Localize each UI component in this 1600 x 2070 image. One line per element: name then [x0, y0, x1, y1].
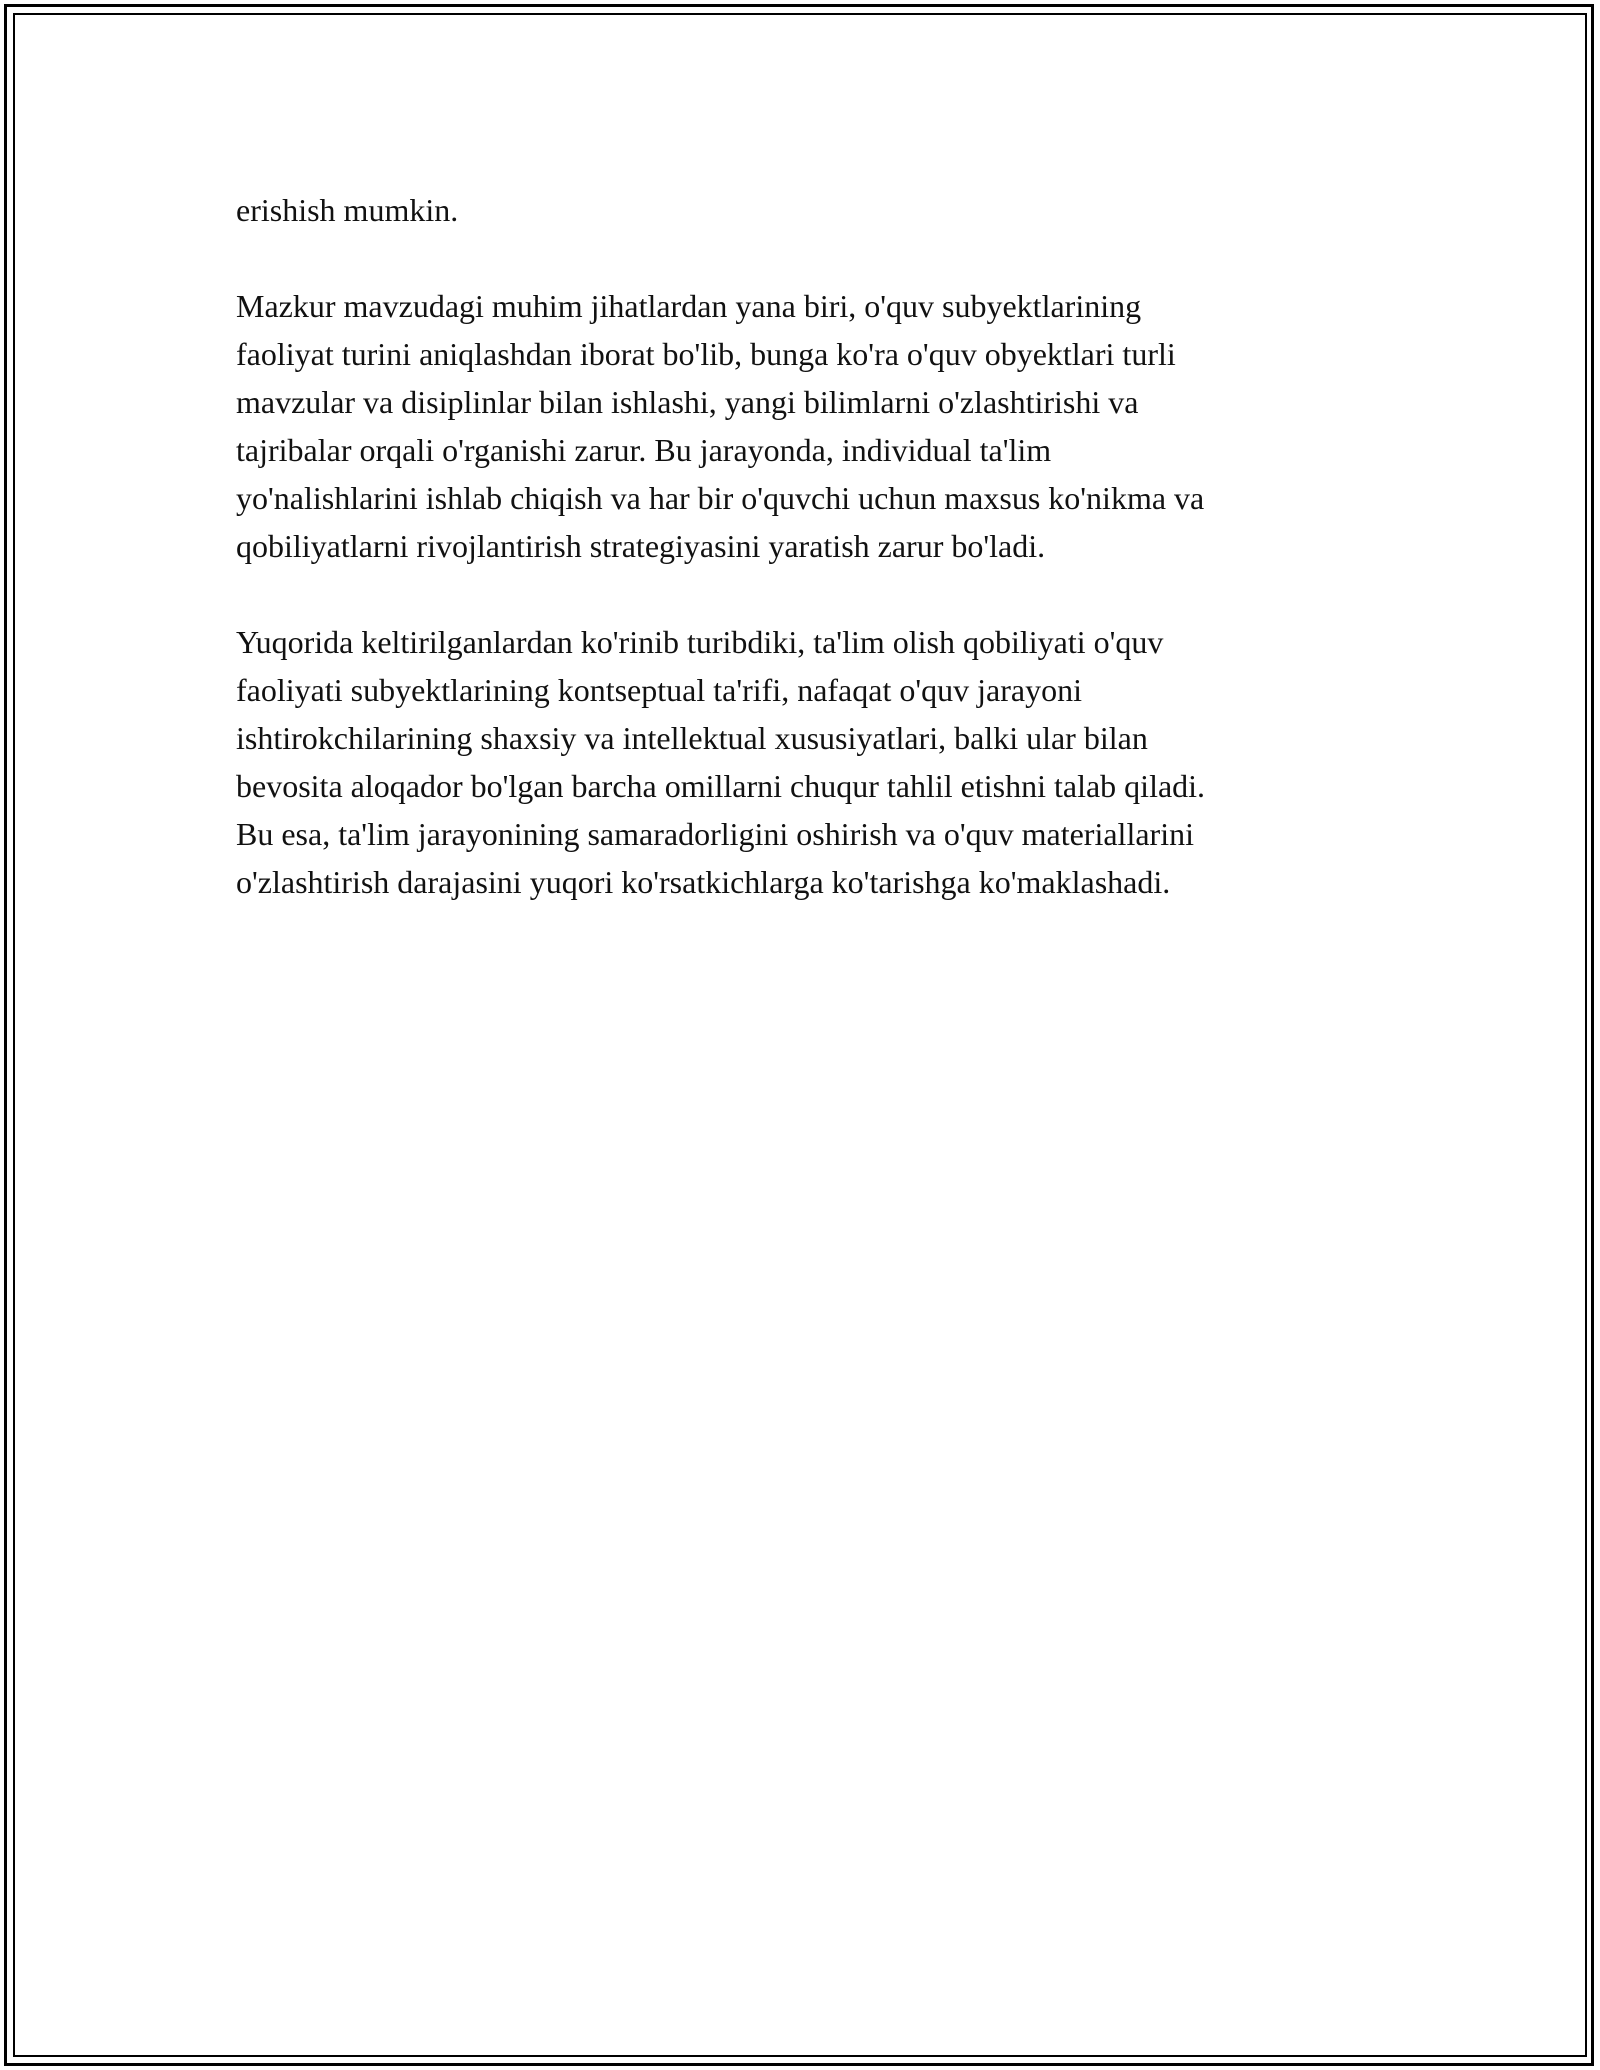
document-body	[236, 186, 1366, 954]
paragraph-continuation: erishish mumkin.	[236, 192, 459, 228]
paragraph-conclusion: Yuqorida keltirilganlardan ko'rinib turibdiki, ta'lim olish qobiliyati o'quv faoliyati subyektlarining kontseptual ta'rifi, nafaqat o'quv jarayoni ishtirokchilarining shaxsiy va intellektual xususiyatlari, balki ular bilan bevosita aloqador bo'lgan barcha omillarni chuqur tahlil etishni talab qiladi. Bu esa, ta'lim jarayonining samaradorligini oshirish va o'quv materiallarini o'zlashtirish darajasini yuqori ko'rsatkichlarga ko'tarishga ko'maklashadi.	[236, 624, 1206, 900]
paragraph-learning-activity: Mazkur mavzudagi muhim jihatlardan yana biri, o'quv subyektlarining faoliyat turini aniqlashdan iborat bo'lib, bunga ko'ra o'quv obyektlari turli mavzular va disiplinlar bilan ishlashi, yangi bilimlarni o'zlashtirishi va tajribalar orqali o'rganishi zarur. Bu jarayonda, individual ta'lim yo'nalishlarini ishlab chiqish va har bir o'quvchi uchun maxsus ko'nikma va qobiliyatlarni rivojlantirish strategiyasini yaratish zarur bo'ladi.	[236, 288, 1205, 564]
